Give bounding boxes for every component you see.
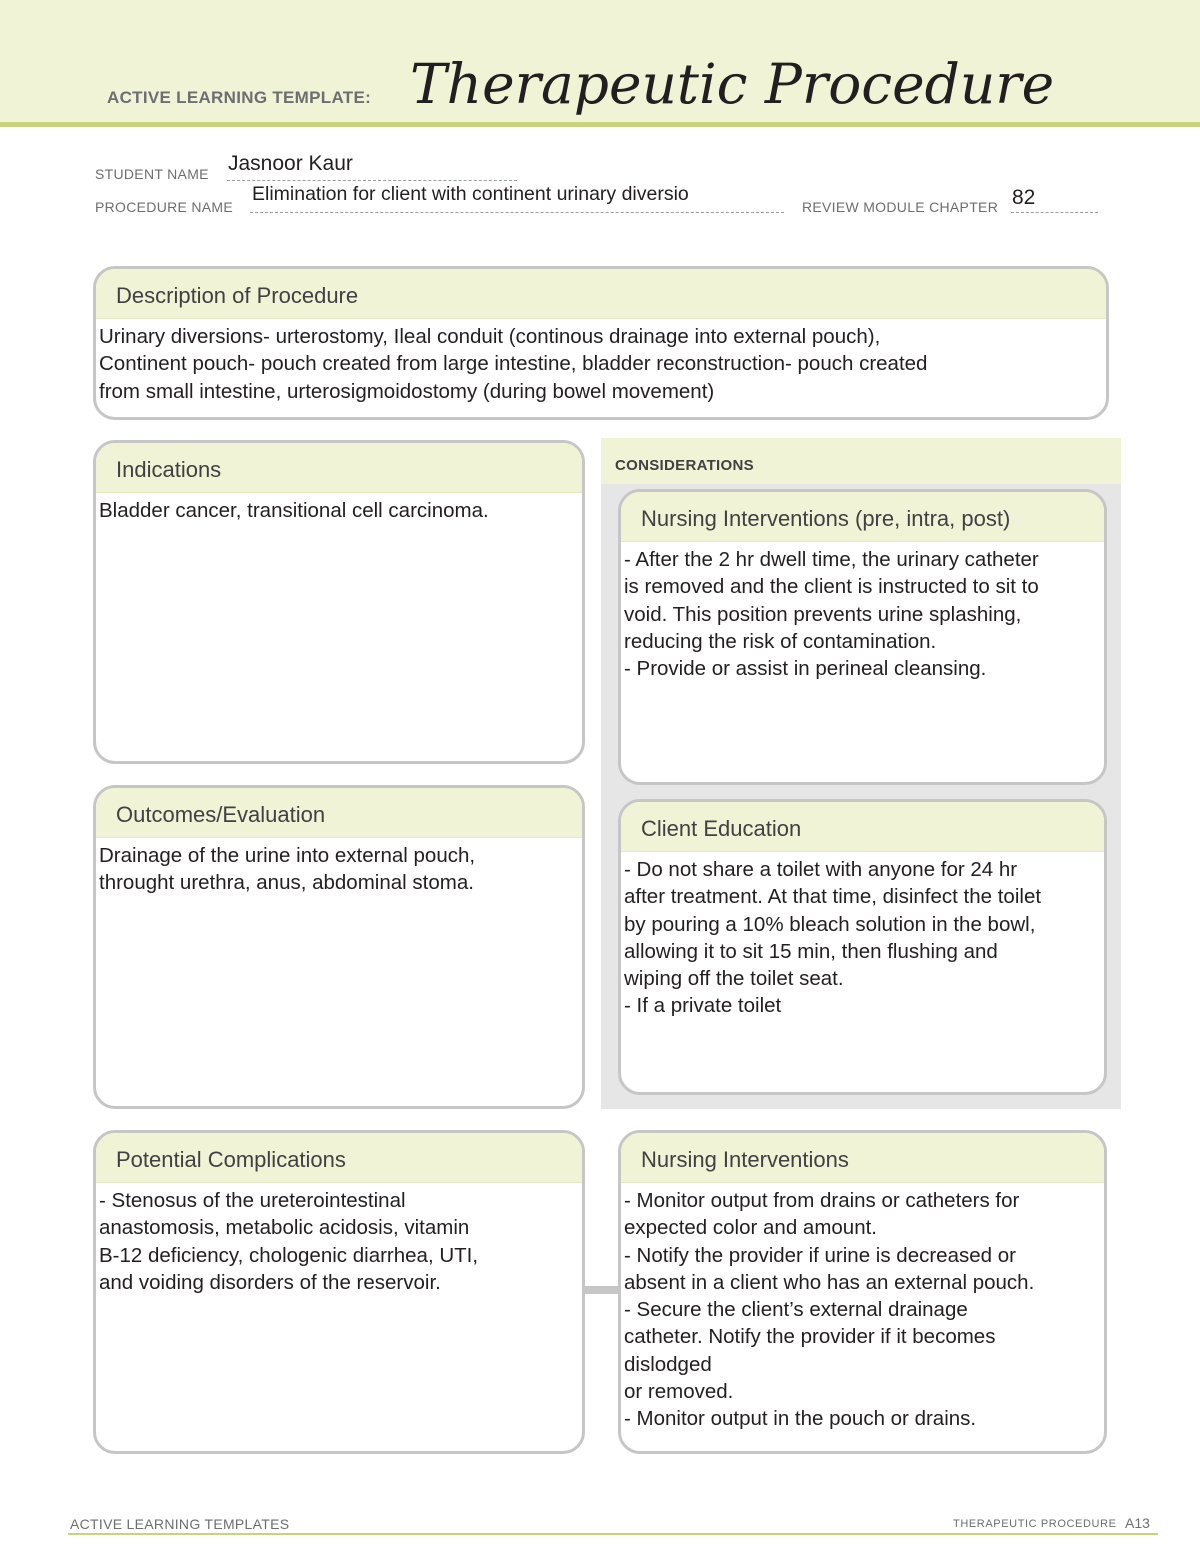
nursing-interventions-body[interactable] xyxy=(621,1183,1104,1433)
text-line: is removed and the client is instructed to sit to xyxy=(624,575,1039,599)
footer-left-label: ACTIVE LEARNING TEMPLATES xyxy=(70,1516,290,1532)
text-line: Drainage of the urine into external pouch, xyxy=(99,844,476,867)
outcomes-box xyxy=(93,785,585,1109)
text-line: anastomosis, metabolic acidosis, vitamin xyxy=(99,1216,470,1240)
text-line: throught urethra, anus, abdominal stoma. xyxy=(99,871,474,895)
client-education-title: Client Education xyxy=(621,802,1104,852)
text-line: after treatment. At that time, disinfect the toilet xyxy=(624,885,1042,909)
review-module-underline xyxy=(1011,212,1098,213)
client-education-box xyxy=(618,799,1107,1095)
procedure-name-field[interactable]: Elimination for client with continent urinary diversio xyxy=(252,183,689,205)
text-line: - Provide or assist in perineal cleansing. xyxy=(624,657,987,681)
procedure-name-underline xyxy=(250,212,784,213)
text-line: - Stenosus of the ureterointestinal xyxy=(99,1189,406,1212)
text-line: B-12 deficiency, chologenic diarrhea, UTI, xyxy=(99,1243,479,1267)
text-line: - Secure the client’s external drainage xyxy=(624,1298,968,1322)
indications-body[interactable] xyxy=(96,493,582,524)
complications-title: Potential Complications xyxy=(96,1133,582,1183)
review-module-field[interactable]: 82 xyxy=(1012,186,1036,209)
text-line: - Do not share a toilet with anyone for 24 hr xyxy=(624,858,1018,881)
outcomes-title: Outcomes/Evaluation xyxy=(96,788,582,838)
text-line: by pouring a 10% bleach solution in the bowl, xyxy=(624,912,1036,936)
text-line: - If a private toilet xyxy=(624,994,782,1018)
text-line: - After the 2 hr dwell time, the urinary catheter xyxy=(624,548,1039,571)
footer-right-label: THERAPEUTIC PROCEDURE xyxy=(953,1518,1117,1530)
complications-box xyxy=(93,1130,585,1454)
text-line: - Monitor output in the pouch or drains. xyxy=(624,1407,977,1431)
review-module-label: REVIEW MODULE CHAPTER xyxy=(802,199,999,215)
procedure-name-label: PROCEDURE NAME xyxy=(95,199,233,215)
nursing-interventions-pip-title: Nursing Interventions (pre, intra, post) xyxy=(621,492,1104,542)
indications-box xyxy=(93,440,585,764)
box-connector xyxy=(582,1286,620,1294)
text-line: Urinary diversions- urterostomy, Ileal conduit (continous drainage into external pouch), xyxy=(99,325,881,348)
template-label: ACTIVE LEARNING TEMPLATE: xyxy=(107,88,372,107)
description-body[interactable] xyxy=(96,319,1106,405)
text-line: or removed. xyxy=(624,1380,734,1404)
indications-title: Indications xyxy=(96,443,582,493)
text-line: Bladder cancer, transitional cell carcinoma. xyxy=(99,499,489,522)
text-line: absent in a client who has an external pouch. xyxy=(624,1270,1035,1294)
student-name-label: STUDENT NAME xyxy=(95,166,209,182)
text-line: catheter. Notify the provider if it becomes xyxy=(624,1325,996,1349)
text-line: - Monitor output from drains or catheters for xyxy=(624,1189,1020,1212)
description-box xyxy=(93,266,1109,420)
text-line: - Notify the provider if urine is decreased or xyxy=(624,1243,1016,1267)
footer-page-number: A13 xyxy=(1125,1515,1150,1531)
text-line: void. This position prevents urine splashing, xyxy=(624,602,1022,626)
text-line: reducing the risk of contamination. xyxy=(624,629,937,653)
complications-body[interactable] xyxy=(96,1183,582,1296)
text-line: and voiding disorders of the reservoir. xyxy=(99,1270,441,1294)
nursing-interventions-pip-box xyxy=(618,489,1107,785)
page-title: Therapeutic Procedure xyxy=(410,52,1055,116)
outcomes-body[interactable] xyxy=(96,838,582,897)
considerations-title: CONSIDERATIONS xyxy=(615,457,754,474)
text-line: from small intestine, urterosigmoidostomy (during bowel movement) xyxy=(99,379,715,403)
student-name-field[interactable]: Jasnoor Kaur xyxy=(228,152,353,175)
text-line: dislodged xyxy=(624,1352,712,1376)
client-education-body[interactable] xyxy=(621,852,1104,1020)
nursing-interventions-title: Nursing Interventions xyxy=(621,1133,1104,1183)
text-line: Continent pouch- pouch created from large intestine, bladder reconstruction- pouch created xyxy=(99,352,928,376)
text-line: wiping off the toilet seat. xyxy=(624,967,844,991)
student-name-underline xyxy=(227,180,517,181)
description-title: Description of Procedure xyxy=(96,269,1106,319)
footer-divider xyxy=(68,1533,1158,1535)
nursing-interventions-box xyxy=(618,1130,1107,1454)
nursing-interventions-pip-body[interactable] xyxy=(621,542,1104,682)
header-divider xyxy=(0,122,1200,127)
text-line: allowing it to sit 15 min, then flushing and xyxy=(624,939,998,963)
text-line: expected color and amount. xyxy=(624,1216,877,1240)
